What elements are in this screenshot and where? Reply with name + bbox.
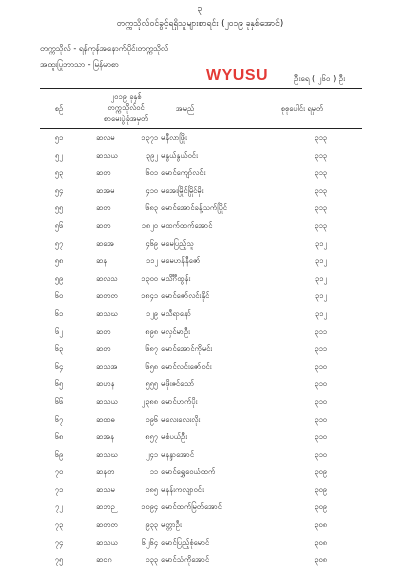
student-name: မနန္ဒာအောင် — [161, 449, 195, 459]
total-score: ၃၀၈ — [314, 537, 327, 547]
roll-prefix: ဆသယ — [96, 396, 118, 406]
table-row — [40, 199, 362, 217]
roll-prefix: ဆအမ — [96, 185, 115, 195]
student-name: မောင်လင်းဇော်ဝင်း — [161, 361, 212, 371]
student-name: မောင်ရွှေဝေယံထက် — [161, 467, 216, 477]
roll-prefix: ဆတတ — [96, 291, 118, 301]
row-number: ၆၇ — [54, 414, 64, 424]
total-score: ၃၁၂ — [314, 256, 327, 266]
total-score: ၃၀၈ — [314, 520, 327, 530]
roll-number: ၄၁၀ — [145, 185, 158, 195]
roll-prefix: ဆသမ — [96, 484, 115, 494]
table-header — [40, 89, 362, 129]
total-score: ၃၁၃ — [314, 150, 327, 160]
total-score: ၃၁၀ — [314, 414, 327, 424]
student-name: မောင်ထက်မြတ်အောင် — [161, 502, 222, 512]
row-number: ၅၈ — [54, 256, 64, 266]
roll-prefix: ဆဟန — [96, 379, 115, 389]
total-score: ၃၁၂ — [314, 273, 327, 283]
roll-number: ၆၅၈ — [145, 361, 158, 371]
table-row — [40, 411, 362, 429]
roll-prefix: ဆတ — [96, 220, 111, 230]
total-score: ၃၀၉ — [314, 502, 327, 512]
roll-number: ၉၃၃ — [145, 520, 158, 530]
roll-number: ၁၈၄၁ — [141, 291, 158, 301]
roll-number: ၁၈၂၀ — [141, 220, 158, 230]
row-number: ၅၂ — [55, 150, 63, 160]
table-row — [40, 323, 362, 341]
student-name: မနန်းကလျာဝင်း — [161, 484, 204, 494]
table-row — [40, 340, 362, 358]
table-row — [40, 235, 362, 253]
total-score: ၃၀၉ — [314, 484, 327, 494]
total-count: ဦးရေ ( ၂၆၀ ) ဦး — [294, 74, 346, 83]
row-number: ၆၆ — [54, 396, 64, 406]
total-score: ၃၁၃ — [314, 185, 327, 195]
row-number: ၅၉ — [54, 273, 64, 283]
student-name: မထက်ထက်အောင် — [161, 220, 213, 230]
student-name: မောင်ဇော်လင်းနိုင် — [161, 291, 210, 301]
student-name: မစံပယ်ဦး — [161, 432, 188, 442]
student-name: မသိင်္ဂီထွန်း — [161, 273, 191, 283]
roll-number: ၆၂၆၄ — [141, 537, 158, 547]
roll-prefix: ဆနတ — [96, 467, 115, 477]
roll-number: ၁၃၇၁ — [141, 133, 158, 142]
roll-number: ၈၅၇ — [145, 432, 158, 442]
roll-number: ၁၉၆ — [145, 414, 158, 424]
roll-number: ၁၁၂ — [145, 256, 158, 266]
table-row — [40, 164, 362, 182]
header-roll-line1: ၂၀၁၉ ခုနှစ် — [110, 92, 142, 101]
table-row — [40, 147, 362, 165]
roll-prefix: ဆလမ — [96, 133, 115, 142]
student-name: မောင်ကျော်လင်း — [161, 168, 206, 178]
total-score: ၃၁၂ — [314, 238, 327, 248]
roll-prefix: ဆတ — [96, 326, 111, 336]
total-score: ၃၀၉ — [314, 467, 327, 477]
row-number: ၅၆ — [54, 220, 64, 230]
roll-prefix: ဆလသ — [96, 273, 118, 283]
table-row — [40, 516, 362, 534]
total-score: ၃၀၈ — [314, 555, 327, 565]
table-row — [40, 534, 362, 552]
row-number: ၅၃ — [54, 168, 64, 178]
roll-prefix: ဆသဃ — [96, 449, 118, 459]
table-row — [40, 287, 362, 305]
roll-prefix: ဆတ — [96, 344, 111, 354]
roll-number: ၁၃၃ — [145, 555, 158, 565]
row-number: ၅၄ — [54, 185, 64, 195]
student-name: မအေးမြိုင်မြိုင်မိုး — [161, 185, 204, 195]
roll-number: ၆၈၇ — [145, 344, 158, 354]
roll-prefix: ဆအန — [96, 432, 115, 442]
roll-number: ၂၃၈၈ — [141, 396, 158, 406]
table-row — [40, 182, 362, 200]
results-table-body — [40, 129, 362, 569]
row-number: ၆၉ — [54, 449, 64, 459]
total-score: ၃၁၀ — [314, 396, 327, 406]
row-number: ၅၇ — [54, 238, 64, 248]
roll-number: ၁၃၀၀ — [141, 273, 158, 283]
roll-number: ၂၄၁ — [145, 449, 158, 459]
student-name: မောင်သံကိုအောင် — [161, 555, 210, 565]
row-number: ၆၁ — [54, 308, 64, 318]
header-roll-line2: တက္ကသိုလ်ဝင် — [107, 103, 145, 112]
student-name: မတ္တာဦး — [161, 520, 182, 530]
roll-number: ၁၈၅ — [145, 484, 158, 494]
roll-prefix: ဆသယ — [96, 537, 118, 547]
table-row — [40, 358, 362, 376]
roll-prefix: ဆန — [96, 256, 108, 266]
total-score: ၃၁၃ — [314, 203, 327, 213]
total-score: ၃၁၀ — [314, 379, 327, 389]
major-line: အထူးပြုဘာသာ - မြန်မာစာ — [40, 60, 119, 69]
roll-number: ၁၁ — [149, 467, 158, 477]
student-name: မလှင်မာဦး — [161, 326, 190, 336]
row-number: ၆၈ — [54, 432, 64, 442]
total-score: ၃၁၂ — [314, 308, 327, 318]
roll-number: ၃၉၂ — [145, 150, 158, 160]
header-no: စဉ် — [54, 104, 64, 113]
total-score: ၃၁၁ — [314, 344, 327, 354]
roll-prefix: ဆတ — [96, 168, 111, 178]
header-roll-number — [86, 91, 166, 124]
row-number: ၅၅ — [54, 203, 64, 213]
table-row — [40, 446, 362, 464]
table-row — [40, 481, 362, 499]
table-row — [40, 252, 362, 270]
table-row — [40, 393, 362, 411]
roll-prefix: ဆသယ — [96, 150, 118, 160]
total-score: ၃၁၃ — [314, 220, 327, 230]
student-name: မသီရာနော် — [161, 308, 191, 318]
roll-number: ၄၆၉ — [145, 238, 158, 248]
roll-prefix: ဆတတ — [96, 520, 118, 530]
roll-number: ၁၀၉၄ — [141, 502, 158, 512]
total-score: ၃၁၀ — [314, 449, 327, 459]
table-row — [40, 375, 362, 393]
table-row — [40, 463, 362, 481]
header-name: အမည် — [175, 104, 195, 113]
roll-number: ၈၉၈ — [145, 326, 158, 336]
total-score: ၃၁၃ — [314, 133, 327, 142]
roll-number: ၆၈၃ — [145, 203, 158, 213]
row-number: ၆၅ — [54, 379, 64, 389]
student-name: မောင်အောင်ခန့်သက်ပြိုင် — [161, 203, 227, 213]
student-name: မနွယ်နွယ်ဝင်း — [161, 150, 198, 160]
roll-prefix: ဆသဃ — [96, 308, 118, 318]
roll-number: ၅၅၅ — [145, 379, 158, 389]
student-name: မဖိုးဇင်သော် — [161, 379, 195, 389]
row-number: ၅၁ — [54, 133, 64, 142]
row-number: ၇၂ — [55, 502, 63, 512]
total-score: ၃၁၃ — [314, 168, 327, 178]
header-roll-line3: စာမေးပွဲခုံအမှတ် — [103, 114, 149, 123]
row-number: ၆၀ — [54, 291, 64, 301]
student-name: မမေဟန်နီဇော် — [161, 256, 201, 266]
row-number: ၇၁ — [54, 484, 64, 494]
document-title: တက္ကသိုလ်ဝင်ခွင့်ရရှိသူများစာရင်း (၂၀၁၉ ခုနှစ်အောင်) — [116, 19, 284, 29]
student-name: မောင်ပြည့်စုံမောင် — [161, 537, 210, 547]
total-score: ၃၁၂ — [314, 291, 327, 301]
row-number: ၆၄ — [54, 361, 64, 371]
table-row — [40, 498, 362, 516]
table-row — [40, 270, 362, 288]
student-name: မလေးလေးလိုး — [161, 414, 201, 424]
student-name: မမေပြည့်သူ — [161, 238, 194, 248]
student-name: မောင်ဟက်ပိုး — [161, 396, 198, 406]
roll-prefix: ဆသအ — [96, 361, 118, 371]
roll-prefix: ဆငဂ — [96, 555, 112, 565]
table-row — [40, 129, 362, 147]
table-row — [40, 217, 362, 235]
total-score: ၃၁၁ — [314, 326, 327, 336]
row-number: ၆၂ — [55, 326, 63, 336]
table-row — [40, 305, 362, 323]
roll-prefix: ဆအေ — [96, 238, 114, 248]
university-line: တက္ကသိုလ် - ရန်ကုန်အနောက်ပိုင်းတက္ကသိုလ် — [40, 44, 169, 53]
row-number: ၆၃ — [54, 344, 64, 354]
table-row — [40, 428, 362, 446]
row-number: ၇၄ — [54, 537, 64, 547]
page-number: ၃ — [197, 4, 203, 14]
header-score: စုစုပေါင်း ရမှတ် — [280, 104, 324, 113]
total-score: ၃၁၀ — [314, 432, 327, 442]
row-number: ၇၅ — [54, 555, 64, 565]
total-score: ၃၁၀ — [314, 361, 327, 371]
watermark: WYUSU — [206, 67, 269, 84]
row-number: ၇၀ — [54, 467, 64, 477]
roll-prefix: ဆတ — [96, 203, 111, 213]
roll-number: ၁၂၉ — [145, 308, 158, 318]
roll-prefix: ဆထဓ — [96, 414, 115, 424]
table-row — [40, 551, 362, 569]
roll-number: ၆၀၁ — [145, 168, 158, 178]
student-name: မနီလာဖြိုး — [161, 133, 187, 142]
student-name: မောင်အောင်ကိုမင်း — [161, 344, 213, 354]
roll-prefix: ဆဘဉ — [96, 502, 115, 512]
row-number: ၇၃ — [54, 520, 64, 530]
